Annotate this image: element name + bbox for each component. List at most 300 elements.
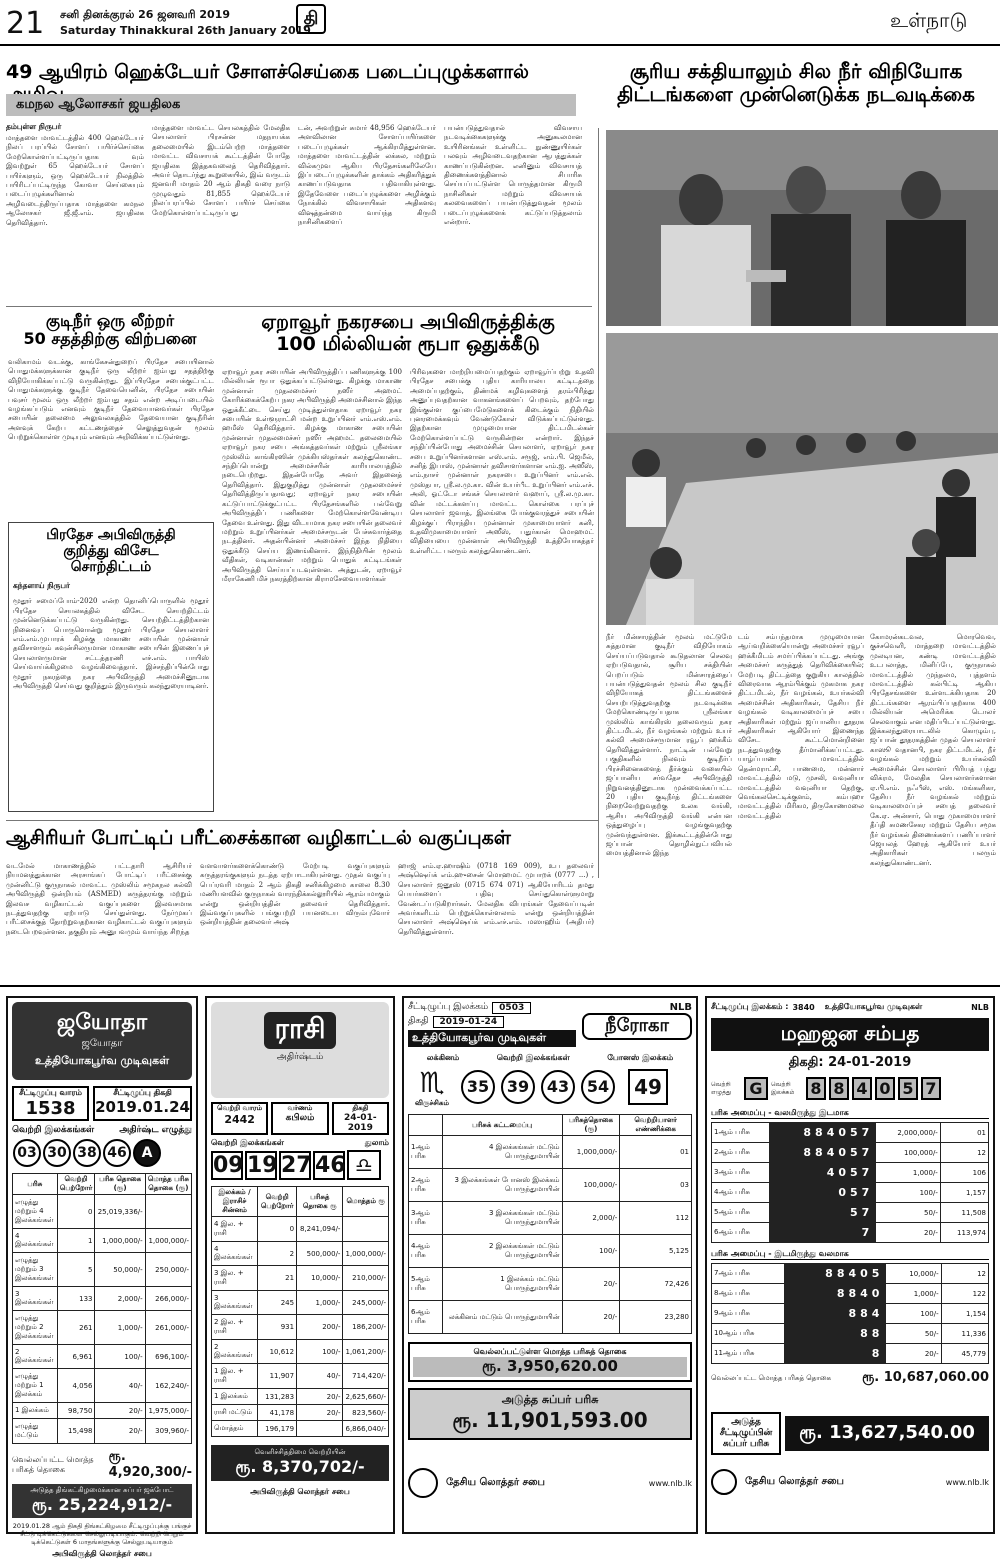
winning-number: 27 [281,1152,312,1178]
table-cell: 20/- [95,1403,145,1419]
headline-line: சூரிய சக்தியாலும் சில நீர் விநியோக [629,59,963,83]
lottery-logo [211,1002,389,1098]
table-cell: 50/- [876,1203,941,1223]
table-cell: 210,000/- [343,1266,389,1291]
lottery-name: ராசி [264,1012,335,1049]
lottery-neeroga [402,996,698,1534]
table-cell: 72,426 [620,1268,692,1301]
table-row [212,1364,389,1389]
byline: தம்புள்ள நிருபர் [6,122,62,131]
table-row [409,1235,692,1268]
jackpot-label: அடுத்த சுப்பர் பரிசு [501,1393,599,1406]
headline-water-price [10,312,210,349]
col-header: மொத்த பரிசு தொகை (ரூ) [145,1174,191,1195]
winning-numbers [711,1077,989,1100]
section-rule [6,306,592,307]
prize-table [408,1114,692,1334]
article-column: டம் சம்பந்தமாக முழுமையான ஆய்வறிக்கையொன்று அமைச்சர் ரவூப் ஹக்கீமிடம் சமர்ப்பிக்கப்பட்டது. அங்கு அமைச்சர் கருத்துத் தெரிவிக்கையில்; மேற்படி திட்டத்தை குறுகிய காலத்தில் விரைவாக ஆரம்பிக்கும் முகமாக நகர திட்டமிடல், நீர் வழங்கல், உயர்கல்வி அமைச்சின் அதிகாரிகள், தேசிய நீர் வழங்கல் வடிகாலமைப்புச் சபை அதிகாரிகள் மற்றும் ஜப்பானிய தூதரக அதிகாரிகள் ஆகியோர் இணைந்த விசேட கூட்டமொன்றினை நடத்துவதற்கு தீர்மானிக்கப்பட்டது. யாழ்ப்பாண மாவட்டத்தில் தென்மராட்சி, பாணமை, மன்னார் மாவட்டத்தில் மடு, முசலி, வவுனியா மாவட்டத்தில் வவுனியா தெற்கு, வெங்கலசெட்டிக்குளம், கம்பஹா மாவட்டத்தில் மிரிகம, திருகோணமலை மாவட்டத்தில் [738,633,864,820]
draw-number: 1538 [25,1098,76,1119]
lottery-heading: உத்தியோகபூர்வ முடிவுகள் [408,1030,576,1047]
winning-ball: 03 [13,1139,41,1167]
table-cell: 01 [620,1136,692,1169]
column-divider [598,128,599,878]
table-row [212,1291,389,1315]
draw-date: 2019.01.24 [95,1098,190,1116]
table-cell: 25,019,336/- [95,1195,145,1229]
boxed-headline [13,527,209,575]
table-row [712,1264,989,1284]
article-column: வடமேல் மாகாணத்தில் பட்டதாரி ஆசிரியர் நியமனத்துக்கான அரசாங்கப் போட்டிப் பரீட்சைக்கு முன்னிட்டு குருநாகல் மாவட்ட முஸ்லிம் சமூகநல கல்வி அபிவிருத்தி ஒன்றியம் (ASMED) கருத்தரங்கு மற்றும் இலவச வழிகாட்டல் வகுப்புகளை இலவசமாக நடத்துவதற்கு ஏற்பாடு செய்துள்ளது. நேர்முகப் பரீட்சைக்குத் தோற்றுவதற்கான வழிகாட்டல் வகுப்புகளும் நடைபெறவுள்ளன. தகுதியும் அனுபவமும் வாய்ந்த சிறந்த [6,862,192,936]
table-cell: 20/- [562,1268,620,1301]
table-cell: 88405 [784,1264,886,1284]
article-column: டன், அவற்றுள் சுமார் 48,956 ஹெக்டேயர் அளவிலான சோளப்பயிர்களை படைப்புழுக்கள் ஆக்கிரமித்துள்ளன. மாத்தளை மாவட்டத்தின் லக்கல, மற்றும் வில்கமுவ ஆகிய பிரதேசங்களிலேயே இப்படைப்புழுக்களின் தாக்கம் அதிகரித்துக் காணப்படுவதாக பதிவாகியுள்ளது. இதேவேளை படைப்புழுக்களை அழிக்கும் நோக்கில் விவசாயிகள் அதிகளவு விஷத்தன்மை வாய்ந்த கிருமி நாசினிகளைப் [298,124,436,227]
table-cell: 4 இலக்கங்கள் [212,1242,258,1266]
table-cell: 98,750 [57,1403,95,1419]
section-label: பரிசு அமைப்பு - வலமிருந்து இடமாக [711,1108,989,1119]
lottery-logo [582,1002,692,1047]
table-cell: ராசி மட்டும் [212,1405,258,1421]
table-row [13,1419,192,1444]
page-number: 21 [6,6,45,41]
table-cell: 1,975,000/- [145,1403,191,1419]
table-cell: 01 [940,1123,988,1143]
table-cell: 3 இலக்கங்கள் போனஸ் இலக்கம் பொருந்துமாயின் [442,1169,562,1202]
table-cell: 20/- [876,1223,941,1243]
table-cell: 50/- [886,1324,941,1344]
table-cell: 20/- [886,1344,941,1364]
table-cell: 10,000/- [297,1266,343,1291]
winning-number: 46 [315,1152,346,1178]
table-cell: 1 [57,1229,95,1253]
table-cell: 1,157 [940,1183,988,1203]
draw-date-box [93,1086,192,1121]
col-header: வெற்றி பெற்றோர் [57,1174,95,1195]
table-cell: 100,000/- [876,1143,941,1163]
table-cell: 261 [57,1311,95,1345]
sign-label: லக்கினம் [426,1053,460,1062]
col-header: இலக்கம் / இராசிச் சின்னம் [212,1187,258,1217]
total-row [711,1370,989,1386]
lottery-name: ஜயோதா [56,1010,148,1035]
bonus-label: போனஸ் இலக்கம் [607,1053,674,1062]
headline-line: குறித்து விசேட [63,543,159,560]
table-cell: 6ஆம் பரிசு [409,1301,443,1334]
table-cell: 2ஆம் பரிசு [409,1169,443,1202]
lottery-logo [12,1002,192,1080]
table-cell: 261,000/- [145,1311,191,1345]
draw-number-box [211,1102,268,1135]
draw-number: 3840 [792,1002,815,1012]
table-row [712,1143,989,1163]
table-cell: எழுத்து மற்றும் 3 இலக்கங்கள் [13,1253,58,1287]
article-column: ஹாஜ் எம்.ஏ.ஹாஷிம் (0718 169 009), உப தலைவர் அஷ்ஷெய்க் எம்.ஹுசைன் மொஹமட் முபாறக் (0777 ...) , செயலாளர் ஜனூஸ் (0715 674 071) ஆகியோரிடம் தமது பெயர்களைப் பதிவு செய்துகொள்ளுமாறு வேண்டப்படுகிறார்கள். மேலதிக விபரங்கள் தேவைப்படின் அவர்களிடம் பெற்றுக்கொள்ளலாம் என்று ஒன்றியத்தின் செயலாளர் அஷ்ஷெய்க் எம்.எச்.எம். மஸாஹிம் (அதிபர்) தெரிவித்துள்ளார். [398,862,594,936]
article-column: பிரிவுகளை மாற்றியமைப்பதற்கும் ஏறாவூர்ப்பற்று உதவி பிரதேச சபைக்கு புதிய காரியாலய கட்டிடத்தை அமைப்பதற்கும், திண்மக் கழிவுகளைத் தரம்பிரித்து அனுப்புவதற்கான வாகனங்களைப் பெறவும், தற்போது இங்குள்ள குப்பைமேடுகளைக் கிடைக்கும் நிதியில் புனரமைக்கவும் வேண்டுகோள் விடுக்கப்பட்டுள்ளது. இதற்கான முழுமையான திட்டமிடல்கள் மேற்கொள்ளப்பட்டு வருகின்றன என்றார். இந்தச் சந்திப்பின்போது அமைச்சின் செயலாளர், ஏறாவூர் நகர சபை உறுப்பினர்களான எஸ்.எம். சரூஜ், எம்.பி. ஜெமீல், சனித் இபாஸ், முன்னாள் தவிசாளர்களான எம்.ஐ. அஸீஸ், எம்.நாசர் முன்னாள் நகரசபை உறுப்பினர் எம்.எல். முஸ்தபா, ஸ்ரீ.ல.மு.கா. வின் உயர்பீட உறுப்பினர் எம்.எச். அலி, ஓட்டோ சங்கச் செயலாளர் வஹாப், ஸ்ரீ.ல.மு.கா. வின் மட்டக்களப்பு மாவட்ட கொள்கை பரப்புச் செயலாளர் ஜவாத், இலங்கை போக்குவரத்துச் சபையின் கிழக்குப் பிராந்திய முன்னாள் முகாமையாளர் கனி, உதவிமுகாமையாளர் அஸீஸ், பதுர்கான் மொஹமட் விதியையை முன்னாள் அபிவிருத்தி உத்தியோகத்தர் உள்ளிட்ட பலரும் கலந்துகொண்டனர். [410,368,594,555]
winning-labels [408,1053,692,1063]
winning-labels [211,1138,389,1148]
section-rule [6,820,598,821]
table-cell: 1 இலக்கம் [13,1403,58,1419]
table-row [409,1169,692,1202]
table-cell: மொத்தம் [212,1421,258,1437]
footer [408,1468,692,1498]
jackpot-box [12,1484,192,1518]
table-cell: 0 [57,1195,95,1229]
table-cell: 4ஆம் பரிசு [712,1183,770,1203]
table-cell: 309,960/- [145,1419,191,1444]
table-cell: 8 [784,1344,886,1364]
jackpot-label: அடுத்த திங்கட்கிழமைக்கான சுப்பர் ஜக்போட் [30,1486,174,1494]
draw-info [711,1002,989,1012]
col-header: வெற்றியாளர் எண்ணிக்கை [620,1115,692,1136]
draw-date: 2019-01-24 [433,1016,505,1028]
table-cell: 106 [940,1163,988,1183]
table-cell: 12 [940,1143,988,1163]
total-amount: ரூ. 10,687,060.00 [862,1370,989,1385]
article-column: மாத்தளை மாவட்ட செயலகத்தில் மேலதிக செயலாளர் பிரசன்ன மதநாயக்க தலைமையில் இடம்பெற்ற மாத்தளை மாவட்ட விவசாயக் கூட்டத்தின் போதே ஜயதிலக இத்தகவலைத் தெரிவித்தார். அவர் தொடர்ந்து கூறுகையில், இவ் வருடம் ஜனவரி மாதம் 20 ஆம் திகதி வரை நாடு முழுவதும் 81,855 ஹெக்டேயர் நிலப்பரப்பில் சோளப் பயிர்ச் செய்கை மேற்கொள்ளப்பட்டிருப்பது [152,124,290,217]
table-cell [297,1421,343,1437]
table-cell: 100/- [95,1345,145,1369]
col-header [409,1115,443,1136]
col-header: வெற்றி பெற்றோர் [258,1187,297,1217]
subtitle-text: கமநல ஆலோசகர் ஜயதிலக [16,97,181,112]
table-row [712,1183,989,1203]
lottery-heading: உத்தியோகபூர்வ முடிவுகள் [824,1002,923,1011]
draw-note: 2019.01.28 ஆம் திகதி திங்கட்கிழமை சீட்டிழுப்புக்கு பங்குச் சீட்டு டிக்கெட்டுகளை செல்லுபடியாகும். வெற்றி பெறும் டிக்கெட்டுகள் 6 மாதங்களுக்கு செல்லுபடியாகும் [12,1522,192,1546]
table-cell: 6ஆம் பரிசு [712,1223,770,1243]
table-cell: 250,000/- [145,1253,191,1287]
winning-letter: A [133,1139,161,1167]
masthead-rule [0,44,1000,46]
table-row [409,1268,692,1301]
article-column: நீர் மின்சாரத்தின் மூலம் மட்டுமே சுத்தமான குடிநீர் விநியோகம் செய்யப்படுவதால் கூடுதலான செலவு ஏற்படுவதால், சூரிய சக்தியின் பெறப்படும் மின்சாரத்தைப் பயன்படுத்துவதன் மூலம் சில குடிநீர் விநியோகத் திட்டங்களைச் செயற்படுத்துவதற்கு நடவடிக்கை மேற்கொண்டிருப்பதாக ஸ்ரீலங்கா முஸ்லிம் காங்கிரஸ் தலைவரும் நகர திட்டமிடல், நீர் வழங்கல் மற்றும் உயர் கல்வி அமைச்சருமான ரவூப் ஹக்கீம் தெரிவித்துள்ளார். நாட்டின் பல்வேறு பகுதிகளில் நிலவும் குடிநீர்ப் பிரச்சினைகளைத் தீர்க்கும் வகையில் ஜப்பானிய சர்வதேச அபிவிருத்தி நிறுவனத்தினூடாக முன்வைக்கப்பட்ட 20 புதிய குடிநீர்த் திட்டங்களை நிறைவேற்றுவதற்கு உலக வங்கி, ஆசிய அபிவிருத்தி வங்கி என்பன ஒத்துழைப்பு வழங்குவதற்கு முன்வந்துள்ளன. இக்கூட்டத்தின்போது ஜப்பான் தொழில்நுட்பவியல் மையத்தினால் இந்த [606,633,732,858]
date-label: திகதி [408,1016,429,1026]
draw-info [211,1102,389,1135]
table-row [712,1304,989,1324]
table-row [13,1311,192,1345]
table-row [13,1253,192,1287]
total-amount: ரூ. 3,950,620.00 [413,1357,687,1377]
headline-teacher-exam: ஆசிரியர் போட்டிப் பரீட்சைக்கான வழிகாட்டல் வகுப்புகள் [6,827,511,849]
org-name: அபிவிருத்தி லொத்தர் சபை [250,1487,350,1496]
table-cell: 1,000/- [297,1291,343,1315]
table-cell: 10,000/- [886,1264,941,1284]
table-cell: 5ஆம் பரிசு [409,1268,443,1301]
brand-logo: NLB [669,1002,692,1013]
table-cell: 11,336 [941,1324,988,1344]
masthead-date-en: Saturday Thinakkural 26th January 2019 [60,24,311,37]
table-row [409,1202,692,1235]
table-cell: 186,200/- [343,1315,389,1340]
total-label: வெல்லப்பட்டுள்ள மொத்த பரிசுத் தொகை [473,1347,627,1356]
table-cell: 6,961 [57,1345,95,1369]
table-cell: 21 [258,1266,297,1291]
table-cell: 884 [784,1304,886,1324]
total-box [408,1342,692,1382]
section-label: பரிசு அமைப்பு - இடமிருந்து வலமாக [711,1249,989,1260]
ads-rule [0,985,1000,987]
website: www.nlb.lk [945,1477,989,1487]
scorpio-icon: ♏ [419,1066,445,1099]
table-cell: 696,100/- [145,1345,191,1369]
table-cell: 41,178 [258,1405,297,1421]
winning-ball: 30 [43,1139,71,1167]
table-cell: 2,000/- [95,1287,145,1311]
table-row [712,1223,989,1243]
jackpot-box [211,1445,389,1481]
table-cell: 1,000,000/- [145,1229,191,1253]
jackpot-amount: ரூ. 25,224,912/- [31,1495,173,1514]
table-cell: 4 இலக்கங்கள் [13,1229,58,1253]
table-row [712,1123,989,1143]
table-cell: எழுத்து மற்றும் 4 இலக்கங்கள் [13,1195,58,1229]
table-cell: 7ஆம் பரிசு [712,1264,785,1284]
winning-ball: 46 [103,1139,131,1167]
headline-line: திட்டங்களை முன்னெடுக்க நடவடிக்கை [617,82,975,106]
col-header: மொத்தம் ரூ [343,1187,389,1217]
byline: கந்தளாய் நிருபர் [13,581,70,591]
photo-meeting [606,333,998,625]
winning-numbers [211,1150,389,1180]
winning-ball: 54 [581,1070,615,1104]
table-cell: 6,866,040/- [343,1421,389,1437]
article-body: மூதூர் சமைப்போம்-2020 என்ற தொனிப்பொருளில் மூதூர் பிரதேச செயலகத்தில் விசேட செயற்திட்டம் முன்னெடுக்கப்பட்டு வருகின்றது. செயற்திட்டத்திற்கான நினைவுப் பொருளொன்று மூதூர் பிரதேச செயலாளர் எம்.எம்.முபாரக் கிழக்கு மாகாண சபையின் முன்னாள் தவிசாளரும் கவுன்சிலருமான மாகாண சபையின் இணைப்புச் செயலாளருமான சட்டத்தரணி எச்.எம். பாயிஸ் செய்வாய்க்கிழமை வழங்கிவைத்தார். இச்சந்திப்பின்போது மூதூர் நகரத்தை நகர அபிவிருத்தி அமைச்சினூடாக அபிவிருத்தி செய்வது குறித்தும் இருவரும் கலந்துரையாடினர். [13,597,209,690]
colour-box [271,1102,328,1135]
letter-label: அதிர்ஷ்ட எழுத்து [119,1125,192,1135]
table-row [13,1287,192,1311]
table-cell: 3 இலக்கங்கள் [13,1287,58,1311]
total-row [12,1449,192,1480]
photo-handshake [606,130,998,326]
table-cell: 1,000,000/- [95,1229,145,1253]
table-cell: 1,000/- [876,1163,941,1183]
total-amount: ரூ. 4,920,300/- [108,1449,192,1480]
table-cell: 714,420/- [343,1364,389,1389]
table-cell: 1,000/- [886,1284,941,1304]
colour-label: வர்ணம் [287,1104,313,1112]
jackpot-box [711,1412,989,1455]
table-cell: 100/- [886,1304,941,1324]
total-label: வெல்லப்பட்ட மொத்த பரிசுத் தொகை [12,1454,94,1474]
table-cell: 88 [784,1324,886,1344]
table-row [712,1163,989,1183]
winning-digit: 0 [875,1077,895,1100]
headline-line: 100 மில்லியன் ரூபா ஒதுக்கீடு [276,332,540,355]
table-cell: 40/- [95,1369,145,1403]
draw-number: 2442 [224,1113,255,1126]
table-row [409,1136,692,1169]
table-cell: 2ஆம் பரிசு [712,1143,770,1163]
article-column: வளவாளர்களைக்கொண்டு மேற்படி வகுப்புகளும் கருத்தரங்குகளும் நடத்த ஏற்பாடாகியுள்ளது. முதல் வகுப்பு பெப்ரவரி மாதம் 2 ஆம் திகதி சனிக்கிழமை காலை 8.30 மணியளவில் குருநாகல் வாரந்திக்கல்லூரியில் ஆரம்பமாகும் என்று ஒன்றியத்தின் தலைவர் தெரிவித்தார். இவ்வகுப்புகளில் பங்குபற்றி பயனடைய விரும்புவோர் ஒன்றியத்தின் தலைவர் அஷ் [200,862,390,927]
bonus-number: 49 [628,1069,668,1105]
table-cell: 50,000/- [95,1253,145,1287]
winning-number: 19 [247,1152,278,1178]
draw-label: சீட்டிழுப்பு இலக்கம் : [711,1002,789,1011]
photo-meeting-art [606,333,998,625]
table-cell: 3 இலக்கங்கள் மட்டும் பொருந்துமாயின் [442,1202,562,1235]
headline-line: பிரதேச அபிவிருத்தி [46,527,176,543]
table-cell: 20/- [95,1419,145,1444]
table-cell: 4 இல. + ராசி [212,1217,258,1242]
table-cell: 266,000/- [145,1287,191,1311]
table-row [212,1340,389,1364]
draw-label: சீட்டிழுப்பு வாரம் [19,1088,82,1097]
org-name: தேசிய லொத்தர் சபை [745,1476,844,1487]
winning-labels [12,1125,192,1136]
table-cell: எழுத்து மற்றும் 2 இலக்கங்கள் [13,1311,58,1345]
table-cell: லக்கினம் மட்டும் பொருந்துமாயின் [442,1301,562,1334]
table-cell: 20/- [297,1389,343,1405]
table-cell: 931 [258,1315,297,1340]
headline-solar [598,60,994,106]
prize-table-left [711,1263,989,1364]
date-label: திகதி: [788,1055,824,1070]
table-cell: 10,612 [258,1340,297,1364]
table-cell: 8ஆம் பரிசு [712,1284,785,1304]
table-cell: 40/- [297,1364,343,1389]
subtitle-bar [6,94,576,116]
jackpot-box [408,1388,692,1440]
lottery-name: நீரோகா [582,1013,692,1040]
libra-icon: ♎ [347,1150,381,1180]
table-cell: 100/- [297,1340,343,1364]
table-cell: 1 இலக்கம் மட்டும் பொருந்துமாயின் [442,1268,562,1301]
table-cell: 2 இலக்கங்கள் [13,1345,58,1369]
table-cell: 113,974 [940,1223,988,1243]
table-cell: 4057 [770,1163,876,1183]
jackpot-label: வெளிச்சித்திமை வெற்றியின் [254,1448,346,1456]
table-row [13,1369,192,1403]
winning-balls [12,1139,192,1167]
table-cell: 23,280 [620,1301,692,1334]
lottery-subname: ஜயோதா [81,1038,123,1049]
winning-label: வெற்றி இலக்கங்கள் [12,1125,95,1135]
table-row [212,1266,389,1291]
table-cell: 1,154 [941,1304,988,1324]
draw-info [408,1002,692,1047]
winning-ball: 43 [541,1070,575,1104]
sign-label: துலாம் [364,1138,389,1147]
table-cell: 8,241,094/- [297,1217,343,1242]
table-cell: 03 [620,1169,692,1202]
winning-numbers [408,1066,692,1108]
table-row [712,1284,989,1304]
table-row [212,1217,389,1242]
col-header: பரிசு தொகை (ரூ) [95,1174,145,1195]
table-cell: 245,000/- [343,1291,389,1315]
article-column: மாத்தளை மாவட்டத்தில் 400 ஹெக்டேயர் நிலப் பரப்பில் சோளப் பயிர்ச்செய்கை மேற்கொள்ளப்பட்டிருப்பதாக வும் இவற்றுள் 65 ஹெக்டேயர் சோளப் பயிர்களும், ஒரு ஹெக்டேயர் நிலத்தில் பயிரிடப்பட்டிருந்த கோவா செய்கையும் படைப்புழுக்களினால் அழிவடைந்திருப்பதாக மாத்தளை கமநல ஆலோசகர் ஜீ.ஜீ.எம். ஜயதிலக தெரிவித்தார். [6,134,144,227]
prize-table [12,1173,192,1444]
lottery-subname: அதிர்ஷ்டம் [276,1052,324,1062]
table-cell: 3 இல. + ராசி [212,1266,258,1291]
table-cell: 196,179 [258,1421,297,1437]
boxed-article [8,522,214,812]
headline-corn: 49 ஆயிரம் ஹெக்டேயர் சோளச்செய்கை படைப்புழுக்களால் [6,61,529,83]
letter-label: வெற்றி எழுத்து [711,1080,732,1096]
jackpot-amount: ரூ. 11,901,593.00 [452,1408,648,1432]
table-cell [343,1217,389,1242]
table-row [409,1301,692,1334]
col-header: பரிசுக் கட்டமைப்பு [442,1115,562,1136]
winning-ball: 38 [73,1139,101,1167]
winning-digit: 8 [806,1077,826,1100]
table-cell: 100,000/- [562,1169,620,1202]
table-cell: 100/- [562,1235,620,1268]
table-cell: 5,125 [620,1235,692,1268]
table-cell: 20/- [297,1405,343,1421]
article-column: கோமரன்கடவல, மொரவெவ, குச்சவெளி, மாத்தறை மாவட்டத்தில் முலடியன, கண்டி மாவட்டத்தில் உடபலாத்த, மினிப்பே, குருநாகல் மாவட்டத்தில் முந்தலம, புத்தளம் மாவட்டத்தில் கல்பிட்டி ஆகிய பிரதேசங்களை உள்ளடக்கியதாக 20 திட்டங்களை ஆரம்பிப்பதற்காக 400 மில்லியன் அமெரிக்க டொலர் செலவாகும் என மதிப்பிடப்பட்டுள்ளது. இக்கலந்துரையாடலில் கொழும்பு, ஜப்பான் தூதரகத்தின் முதல் செயலாளர் காஸூ வதானபி, நகர திட்டமிடல், நீர் வழங்கல் மற்றும் உயர்கல்வி அமைச்சின் செயலாளர் பிரியத் பந்து விக்ரம, மேலதிக செயலாளர்களான ஏ.பி.எம். நஃபீஸ், எஸ். மங்களிகா, தேசிய நீர் வழங்கல் மற்றும் வடிகாலமைப்புச் சபைத் தலைவர் கே.ஏ. அன்சார், பொது முகாமையாளர் தீப்தி சுமணசேகர மற்றும் தேசிய சமூக நீர் வழங்கல் திணைக்களப் பணிப்பாளர் ஜெயலத் ஹேரத் ஆகியோர் உயர் அதிகாரிகள் பலரும் கலந்துகொண்டனர். [870,633,996,867]
draw-label: வெற்றி வாரம் [217,1104,263,1112]
table-cell: 4 இலக்கங்கள் மட்டும் பொருந்துமாயின் [442,1136,562,1169]
table-row [13,1345,192,1369]
table-row [212,1315,389,1340]
table-cell: 200/- [297,1315,343,1340]
table-cell: 823,560/- [343,1405,389,1421]
table-cell: 100/- [876,1183,941,1203]
prize-table [211,1186,389,1437]
emblem-icon [408,1468,438,1498]
winning-digit: 8 [829,1077,849,1100]
table-cell: 2 இலக்கங்கள் மட்டும் பொருந்துமாயின் [442,1235,562,1268]
table-cell: 1ஆம் பரிசு [712,1123,770,1143]
table-cell: 1 இலக்கம் [212,1389,258,1405]
table-cell: 11,508 [940,1203,988,1223]
winning-digit: 7 [921,1077,941,1100]
table-cell: 162,240/- [145,1369,191,1403]
table-cell: 057 [770,1183,876,1203]
table-cell: 8840 [784,1284,886,1304]
table-cell: 2 [258,1242,297,1266]
table-cell: 2,000,000/- [876,1123,941,1143]
table-cell: 10ஆம் பரிசு [712,1324,785,1344]
col-header: பரிசு [13,1174,58,1195]
headline-line: 50 சதத்திற்கு விற்பனை [23,329,197,349]
table-cell: 112 [620,1202,692,1235]
table-cell: எழுத்து மட்டும் [13,1419,58,1444]
org-name: அபிவிருத்தி லொத்தர் சபை [52,1549,152,1558]
table-cell: 1,000/- [95,1311,145,1345]
table-cell: 1,000,000/- [343,1242,389,1266]
article-column: பயன்படுத்துவதால் விவசாய நடவடிக்கைகளுக்கு அனுகூலமான உயிரினங்கள் உள்ளிட்ட நுண்ணுயிர்கள் பலவும் அழிவடைவதற்கான ஆபத்துக்கள் காணப்படுகின்றன. எனினும் விவசாயத் திணைக்களத்தினால் சிபாரிசு செய்யப்பட்டுள்ள பொருத்தமான கிருமி நாசினிகள் மற்றும் விவசாயக் கலவைகளைப் பயன்படுத்துவதன் மூலம் படைப்புழுக்களைக் கட்டுப்படுத்தலாம் என்றார். [444,124,582,227]
table-cell: 0 [258,1217,297,1242]
table-row [13,1229,192,1253]
winning-ball: 35 [461,1070,495,1104]
masthead-date-ta: சனி தினக்குரல் 26 ஜனவரி 2019 [60,8,231,21]
sign-name: விருச்சிகம் [415,1099,449,1107]
section-title: உள்நாடு [890,8,968,32]
winning-number: 09 [213,1152,244,1178]
col-header: பரிசுத்தொகை (ரூ) [562,1115,620,1136]
table-cell: 11,907 [258,1364,297,1389]
draw-date-box [332,1102,389,1135]
col-header: பரிசுத் தொகை ரூ [297,1187,343,1217]
headline-line: ஏறாவூர் நகரசபை அபிவிருத்திக்கு [261,311,555,333]
headline-eravur [222,312,594,356]
table-row [212,1242,389,1266]
table-cell: 3ஆம் பரிசு [712,1163,770,1183]
table-row [712,1344,989,1364]
winning-label: வெற்றி இலக்கங்கள் [496,1053,570,1062]
prize-table-right [711,1122,989,1243]
lottery-mahajana [705,996,995,1534]
lottery-name: மஹஜன சம்பத [711,1018,989,1051]
draw-label: சீட்டிழுப்பு இலக்கம் [408,1002,489,1012]
jackpot-label: அடுத்த சீட்டிழுப்பின் சுப்பர் பரிசு [711,1412,781,1455]
emblem-icon [711,1469,737,1495]
draw-date: 24-01-2019 [828,1055,912,1070]
table-cell: 20/- [562,1301,620,1334]
masthead-logo: தி [296,4,326,34]
table-cell: 122 [941,1284,988,1304]
